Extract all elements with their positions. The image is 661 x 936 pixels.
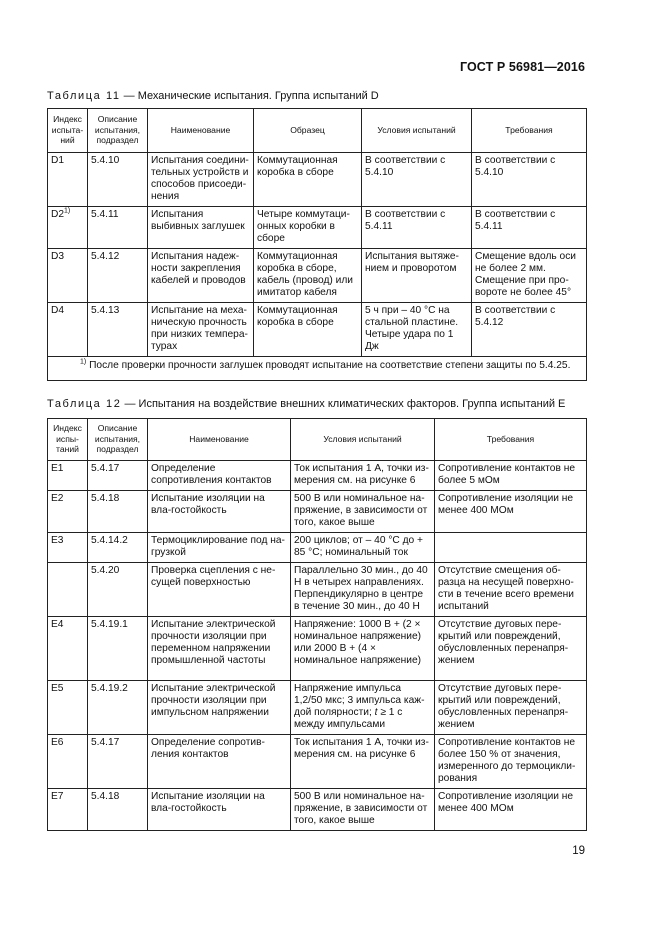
cell-conditions: 200 циклов; от – 40 °C до + 85 °C; номинальный ток xyxy=(291,533,435,563)
cell-requirements xyxy=(435,533,587,563)
cell-index: D3 xyxy=(48,249,88,303)
column-header: Требования xyxy=(472,109,587,153)
footnote-text: После проверки прочности заглушек проводят испытание на соответствие степени защиты по 5.4.25. xyxy=(89,360,571,371)
document-id: ГОСТ Р 56981—2016 xyxy=(459,60,585,74)
cell-conditions: В соответствии с 5.4.11 xyxy=(362,207,472,249)
time-variable: t xyxy=(374,707,378,718)
cell-ref: 5.4.11 xyxy=(88,207,148,249)
cell-conditions: Ток испытания 1 А, точки из-мерения см. на рисунке 6 xyxy=(291,461,435,491)
column-header: Описание испытания, подраздел xyxy=(88,109,148,153)
cell-index: E4 xyxy=(48,617,88,681)
cell-conditions: 500 В или номинальное на-пряжение, в зависимости от того, какое выше xyxy=(291,491,435,533)
column-header: Наименование xyxy=(148,419,291,461)
column-header: Наименование xyxy=(148,109,254,153)
cell-index: E7 xyxy=(48,789,88,831)
cell-conditions xyxy=(291,681,435,735)
table-row xyxy=(48,461,587,491)
cell-requirements: В соответствии с 5.4.10 xyxy=(472,153,587,207)
cell-sample: Коммутационная коробка в сборе, кабель (провод) или имитатор кабеля xyxy=(254,249,362,303)
cell-index: E6 xyxy=(48,735,88,789)
cell-index: D4 xyxy=(48,303,88,357)
cell-requirements: В соответствии с 5.4.12 xyxy=(472,303,587,357)
index-text: D2 xyxy=(51,209,65,220)
cell-sample: Четыре коммутаци-онных коробки в сборе xyxy=(254,207,362,249)
cell-index: D1 xyxy=(48,153,88,207)
table-row xyxy=(48,563,587,617)
table-row xyxy=(48,153,587,207)
cell-requirements: В соответствии с 5.4.11 xyxy=(472,207,587,249)
cell-sample: Коммутационная коробка в сборе xyxy=(254,153,362,207)
cell-conditions: Напряжение: 1000 В + (2 × номинальное напряжение) или 2000 В + (4 × номинальное напряжение) xyxy=(291,617,435,681)
table-row xyxy=(48,249,587,303)
cell-name: Определение сопротивления контактов xyxy=(148,461,291,491)
cell-index: E5 xyxy=(48,681,88,735)
cell-conditions: Параллельно 30 мин., до 40 Н в четырех направлениях. Перпендикулярно в центре в течение 30 мин., до 40 Н xyxy=(291,563,435,617)
cell-ref: 5.4.17 xyxy=(88,735,148,789)
cell-requirements: Сопротивление изоляции не менее 400 МОм xyxy=(435,789,587,831)
cell-requirements: Смещение вдоль оси не более 2 мм. Смещение при про-вороте не более 45° xyxy=(472,249,587,303)
table-11 xyxy=(47,108,587,381)
cell-name: Определение сопротив-ления контактов xyxy=(148,735,291,789)
conditions-text-end: ≥ 1 с между импульсами xyxy=(294,707,403,730)
cell-requirements: Сопротивление контактов не более 5 мОм xyxy=(435,461,587,491)
table-row xyxy=(48,491,587,533)
column-header: Индекс испы-таний xyxy=(48,419,88,461)
conditions-text: Напряжение импульса 1,2/50 мкс; 3 импульса каж-дой полярности; xyxy=(294,683,425,718)
cell-name: Испытание на меха-ническую прочность при низких темпера-турах xyxy=(148,303,254,357)
table-11-caption xyxy=(47,90,379,102)
cell-conditions: Ток испытания 1 А, точки из-мерения см. на рисунке 6 xyxy=(291,735,435,789)
footnote-mark: 1) xyxy=(80,358,87,366)
column-header: Условия испытаний xyxy=(362,109,472,153)
table-11-footnote-row xyxy=(48,357,587,381)
cell-name: Испытание электрической прочности изоляции при переменном напряжении промышленной частоты xyxy=(148,617,291,681)
cell-name: Испытание изоляции на вла-гостойкость xyxy=(148,789,291,831)
footnote-ref: 1) xyxy=(64,207,71,215)
cell-name: Испытания соедини-тельных устройств и способов присоеди-нения xyxy=(148,153,254,207)
table-row xyxy=(48,617,587,681)
table-12-caption xyxy=(47,398,565,410)
cell-name: Испытания выбивных заглушек xyxy=(148,207,254,249)
cell-index xyxy=(48,563,88,617)
cell-requirements: Сопротивление изоляции не менее 400 МОм xyxy=(435,491,587,533)
cell-conditions: В соответствии с 5.4.10 xyxy=(362,153,472,207)
cell-index xyxy=(48,207,88,249)
table-row xyxy=(48,533,587,563)
cell-requirements: Отсутствие дуговых пере-крытий или повреждений, обусловленных перенапря-жением xyxy=(435,617,587,681)
footnote xyxy=(48,357,587,381)
cell-index: E1 xyxy=(48,461,88,491)
table-11-title: — Механические испытания. Группа испытаний D xyxy=(120,90,379,102)
cell-ref: 5.4.18 xyxy=(88,491,148,533)
column-header: Образец xyxy=(254,109,362,153)
cell-conditions: 5 ч при – 40 °C на стальной пластине. Четыре удара по 1 Дж xyxy=(362,303,472,357)
cell-index: E2 xyxy=(48,491,88,533)
column-header: Индекс испыта-ний xyxy=(48,109,88,153)
cell-sample: Коммутационная коробка в сборе xyxy=(254,303,362,357)
cell-name: Проверка сцепления с не-сущей поверхностью xyxy=(148,563,291,617)
cell-ref: 5.4.10 xyxy=(88,153,148,207)
table-row xyxy=(48,303,587,357)
cell-index: E3 xyxy=(48,533,88,563)
cell-name: Испытание изоляции на вла-гостойкость xyxy=(148,491,291,533)
cell-ref: 5.4.20 xyxy=(88,563,148,617)
table-11-label: Таблица 11 xyxy=(47,90,121,102)
table-12-label: Таблица 12 xyxy=(47,398,122,410)
cell-ref: 5.4.18 xyxy=(88,789,148,831)
table-12-header-row xyxy=(48,419,587,461)
cell-requirements: Отсутствие смещения об-разца на несущей поверхно-сти в течение всего времени испытаний xyxy=(435,563,587,617)
cell-ref: 5.4.19.1 xyxy=(88,617,148,681)
cell-ref: 5.4.13 xyxy=(88,303,148,357)
table-row xyxy=(48,681,587,735)
column-header: Описание испытания, подраздел xyxy=(88,419,148,461)
cell-ref: 5.4.19.2 xyxy=(88,681,148,735)
cell-name: Испытания надеж-ности закрепления кабелей и проводов xyxy=(148,249,254,303)
cell-ref: 5.4.17 xyxy=(88,461,148,491)
table-row xyxy=(48,207,587,249)
cell-conditions: Испытания вытяже-нием и проворотом xyxy=(362,249,472,303)
page-number: 19 xyxy=(572,845,585,857)
table-12-title: — Испытания на воздействие внешних климатических факторов. Группа испытаний E xyxy=(121,398,566,410)
cell-ref: 5.4.12 xyxy=(88,249,148,303)
table-11-header-row xyxy=(48,109,587,153)
cell-requirements: Сопротивление контактов не более 150 % от значения, измеренного до термоцикли-рования xyxy=(435,735,587,789)
table-row xyxy=(48,735,587,789)
table-12 xyxy=(47,418,587,831)
cell-name: Испытание электрической прочности изоляции при импульсном напряжении xyxy=(148,681,291,735)
column-header: Требования xyxy=(435,419,587,461)
cell-ref: 5.4.14.2 xyxy=(88,533,148,563)
cell-name: Термоциклирование под на-грузкой xyxy=(148,533,291,563)
cell-requirements: Отсутствие дуговых пере-крытий или повреждений, обусловленных перенапря-жением xyxy=(435,681,587,735)
table-row xyxy=(48,789,587,831)
column-header: Условия испытаний xyxy=(291,419,435,461)
cell-conditions: 500 В или номинальное на-пряжение, в зависимости от того, какое выше xyxy=(291,789,435,831)
